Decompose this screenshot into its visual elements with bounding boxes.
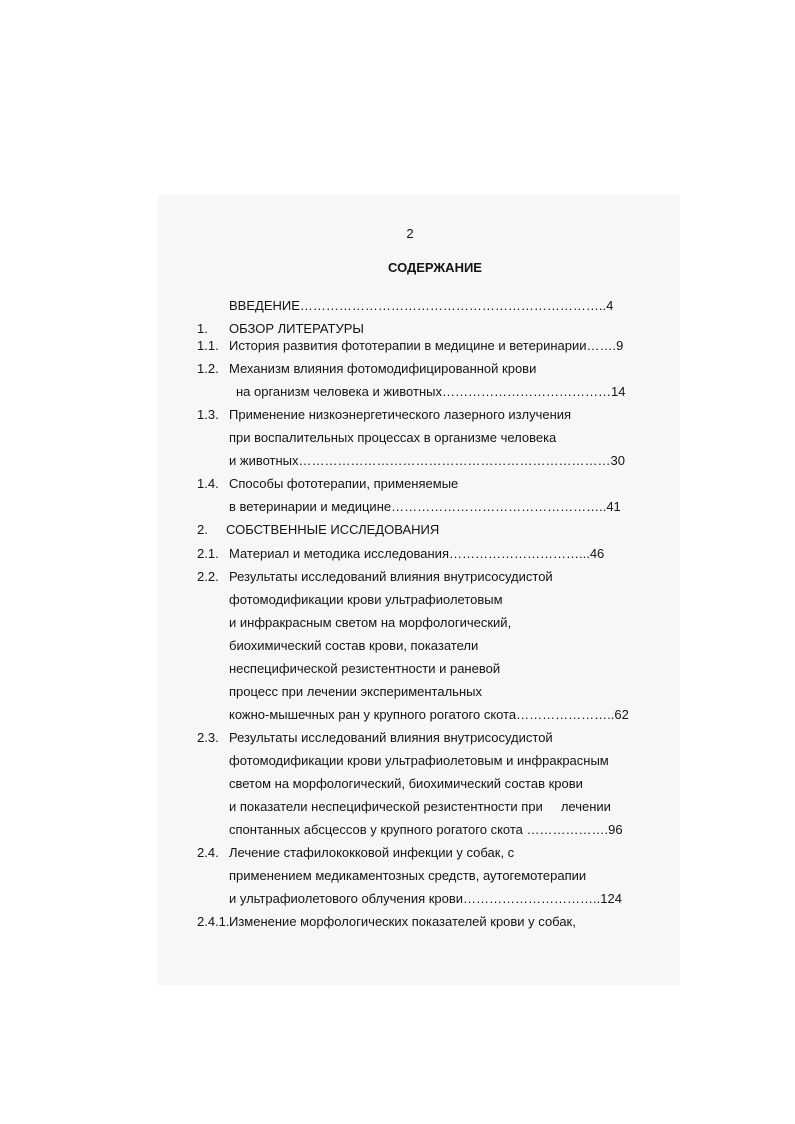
toc-entry-text: Способы фототерапии, применяемые [229,476,459,491]
toc-entry-text: фотомодификации крови ультрафиолетовым [229,592,503,607]
toc-entry-text: неспецифической резистентности и раневой [229,661,501,676]
toc-entry-number: 2.4. [197,845,219,860]
toc-entry-text: и ультрафиолетового облучения крови…………………………..124 [229,891,622,906]
toc-entry-text: и животных………………………………………………………………30 [229,453,625,468]
toc-section-number: 2. [197,522,208,537]
toc-entry-text: на организм человека и животных…………………………………14 [236,384,626,399]
toc-entry-text: кожно-мышечных ран у крупного рогатого скота…………………..62 [229,707,629,722]
page-title: СОДЕРЖАНИЕ [388,260,482,275]
toc-entry-number: 2.4.1. [197,914,230,929]
toc-section-number: 1. [197,321,208,336]
toc-entry-text: Материал и методика исследования…………………………...46 [229,546,605,561]
toc-entry-text: процесс при лечении экспериментальных [229,684,482,699]
toc-entry-text: фотомодификации крови ультрафиолетовым и инфракрасным [229,753,609,768]
toc-entry-text: в ветеринарии и медицине…………………………………………..41 [229,499,621,514]
toc-entry-number: 2.2. [197,569,219,584]
toc-entry-intro: ВВЕДЕНИЕ……………………………………………………………..4 [229,298,614,313]
toc-entry-text: Изменение морфологических показателей крови у собак, [229,914,576,929]
toc-entry-number: 1.2. [197,361,219,376]
toc-entry-text: применением медикаментозных средств, аутогемотерапии [229,868,587,883]
toc-entry-number: 1.3. [197,407,219,422]
toc-entry-text: Применение низкоэнергетического лазерного излучения [229,407,572,422]
toc-entry-text: Результаты исследований влияния внутрисосудистой [229,569,553,584]
toc-entry-text: и инфракрасным светом на морфологический, [229,615,512,630]
toc-entry-text: спонтанных абсцессов у крупного рогатого скота ……………….96 [229,822,623,837]
toc-entry-text: История развития фототерапии в медицине и ветеринарии…….9 [229,338,624,353]
page-number: 2 [406,226,414,241]
toc-entry-number: 2.3. [197,730,219,745]
toc-entry-number: 1.1. [197,338,219,353]
toc-entry-text: Лечение стафилококковой инфекции у собак, с [229,845,515,860]
toc-entry-text: при воспалительных процессах в организме человека [229,430,557,445]
toc-entry-text: Результаты исследований влияния внутрисосудистой [229,730,553,745]
toc-entry-text: светом на морфологический, биохимический состав крови [229,776,583,791]
toc-entry-number: 1.4. [197,476,219,491]
toc-entry-text: и показатели неспецифической резистентности при лечении [229,799,611,814]
toc-entry-number: 2.1. [197,546,219,561]
toc-section-title: ОБЗОР ЛИТЕРАТУРЫ [229,321,364,336]
toc-section-title: СОБСТВЕННЫЕ ИССЛЕДОВАНИЯ [226,522,440,537]
toc-entry-text: Механизм влияния фотомодифицированной крови [229,361,537,376]
toc-entry-text: биохимический состав крови, показатели [229,638,479,653]
